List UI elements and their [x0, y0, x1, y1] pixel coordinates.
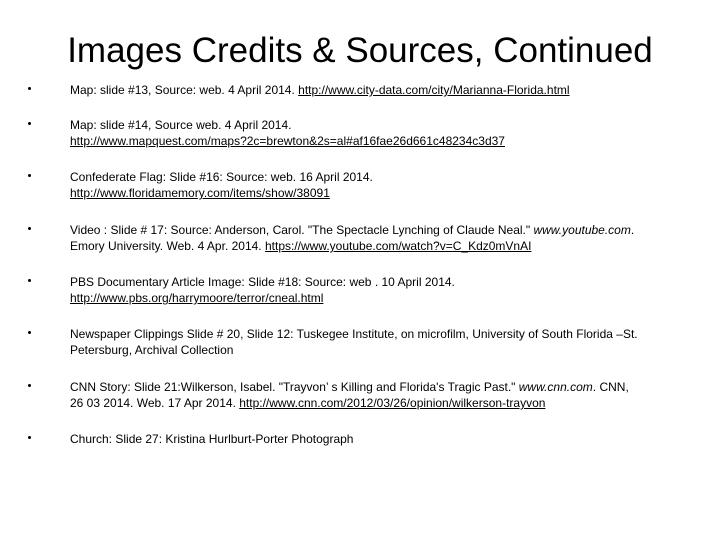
credit-source-text: Map: slide #14, Source web. 4 April 2014. — [70, 118, 292, 132]
bullet-icon — [28, 174, 31, 177]
credit-text — [70, 117, 692, 149]
credit-source-text: Petersburg, Archival Collection — [70, 343, 234, 357]
credit-text — [70, 379, 692, 411]
source-link[interactable]: http://www.floridamemory.com/items/show/38091 — [70, 186, 330, 200]
bullet-icon — [28, 87, 31, 90]
bullet-icon — [28, 122, 31, 125]
credit-source-text: PBS Documentary Article Image: Slide #18: Source: web . 10 April 2014. — [70, 275, 455, 289]
bullet-icon — [28, 331, 31, 334]
credit-italic-text: www.youtube.com — [533, 223, 631, 237]
credit-text — [70, 82, 692, 98]
source-link[interactable]: http://www.city-data.com/city/Marianna-Florida.html — [298, 83, 570, 97]
source-link[interactable]: http://www.cnn.com/2012/03/26/opinion/wilkerson-trayvon — [239, 396, 546, 410]
credit-italic-text: www.cnn.com — [518, 380, 593, 394]
bullet-icon — [28, 384, 31, 387]
credit-source-text: Map: slide #13, Source: web. 4 April 2014. — [70, 83, 299, 97]
credit-source-text: Emory University. Web. 4 Apr. 2014. — [70, 239, 265, 253]
credit-text — [70, 274, 692, 306]
source-link[interactable]: http://www.mapquest.com/maps?2c=brewton&2s=al#af16fae26d661c48234c3d37 — [70, 134, 505, 148]
credit-source-text: . — [630, 223, 635, 237]
credit-source-text: Newspaper Clippings Slide # 20, Slide 12: Tuskegee Institute, on microfilm, University of South Florida –St. — [70, 327, 638, 341]
credit-text — [70, 169, 692, 201]
credit-text — [70, 222, 692, 254]
credit-source-text: Video : Slide # 17: Source: Anderson, Carol. "The Spectacle Lynching of Claude Neal." — [70, 223, 534, 237]
bullet-icon — [28, 227, 31, 230]
credit-source-text: 26 03 2014. Web. 17 Apr 2014. — [70, 396, 240, 410]
credit-text — [70, 431, 692, 447]
credit-source-text: Church: Slide 27: Kristina Hurlburt-Porter Photograph — [70, 432, 354, 446]
credit-text — [70, 326, 692, 358]
credit-source-text: CNN Story: Slide 21:Wilkerson, Isabel. "Trayvon’ s Killing and Florida's Tragic Past." — [70, 380, 519, 394]
source-link[interactable]: https://www.youtube.com/watch?v=C_Kdz0mVnAI — [264, 239, 532, 253]
credit-source-text: . CNN, — [592, 380, 629, 394]
source-link[interactable]: http://www.pbs.org/harrymoore/terror/cneal.html — [70, 291, 324, 305]
bullet-icon — [28, 279, 31, 282]
credit-source-text: Confederate Flag: Slide #16: Source: web. 16 April 2014. — [70, 170, 373, 184]
slide-title: Images Credits & Sources, Continued — [67, 31, 653, 70]
bullet-icon — [28, 436, 31, 439]
